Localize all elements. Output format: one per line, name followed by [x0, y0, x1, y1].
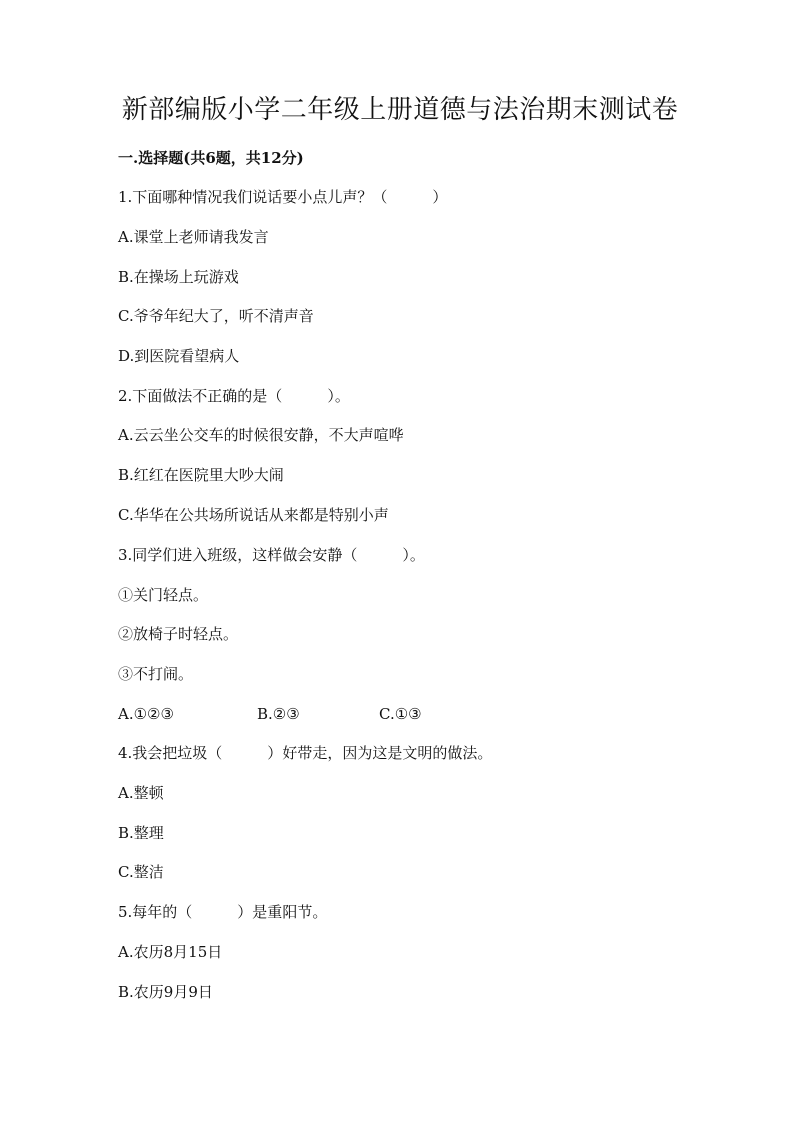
question-3-statement-3: ③不打闹。	[118, 665, 194, 683]
question-1-option-c: C.爷爷年纪大了，听不清声音	[118, 307, 314, 325]
question-4-stem: 4.我会把垃圾（ ）好带走，因为这是文明的做法。	[118, 744, 493, 762]
question-5-stem: 5.每年的（ ）是重阳节。	[118, 903, 328, 921]
question-1-option-a: A.课堂上老师请我发言	[118, 228, 269, 246]
question-2-option-c: C.华华在公共场所说话从来都是特别小声	[118, 506, 389, 524]
question-4-option-b: B.整理	[118, 824, 164, 842]
question-1-option-d: D.到医院看望病人	[118, 347, 240, 365]
document-title: 新部编版小学二年级上册道德与法治期末测试卷	[121, 95, 679, 125]
question-2-option-b: B.红红在医院里大吵大闹	[118, 466, 284, 484]
question-1-option-b: B.在操场上玩游戏	[118, 268, 239, 286]
question-3-option-a: A.①②③	[118, 705, 174, 723]
question-5-option-b: B.农历9月9日	[118, 983, 213, 1001]
question-1-stem: 1.下面哪种情况我们说话要小点儿声？（ ）	[118, 188, 448, 206]
question-2-stem: 2.下面做法不正确的是（ ）。	[118, 387, 350, 405]
question-3-stem: 3.同学们进入班级，这样做会安静（ ）。	[118, 546, 425, 564]
question-5-option-a: A.农历8月15日	[118, 943, 223, 961]
question-3-option-c: C.①③	[379, 705, 422, 723]
question-3-statement-1: ①关门轻点。	[118, 586, 209, 604]
section-heading: 一.选择题(共6题，共12分)	[118, 149, 304, 167]
question-2-option-a: A.云云坐公交车的时候很安静，不大声喧哗	[118, 426, 404, 444]
question-3-statement-2: ②放椅子时轻点。	[118, 625, 239, 643]
question-4-option-a: A.整顿	[118, 784, 164, 802]
question-3-option-b: B.②③	[257, 705, 300, 723]
question-4-option-c: C.整洁	[118, 863, 164, 881]
